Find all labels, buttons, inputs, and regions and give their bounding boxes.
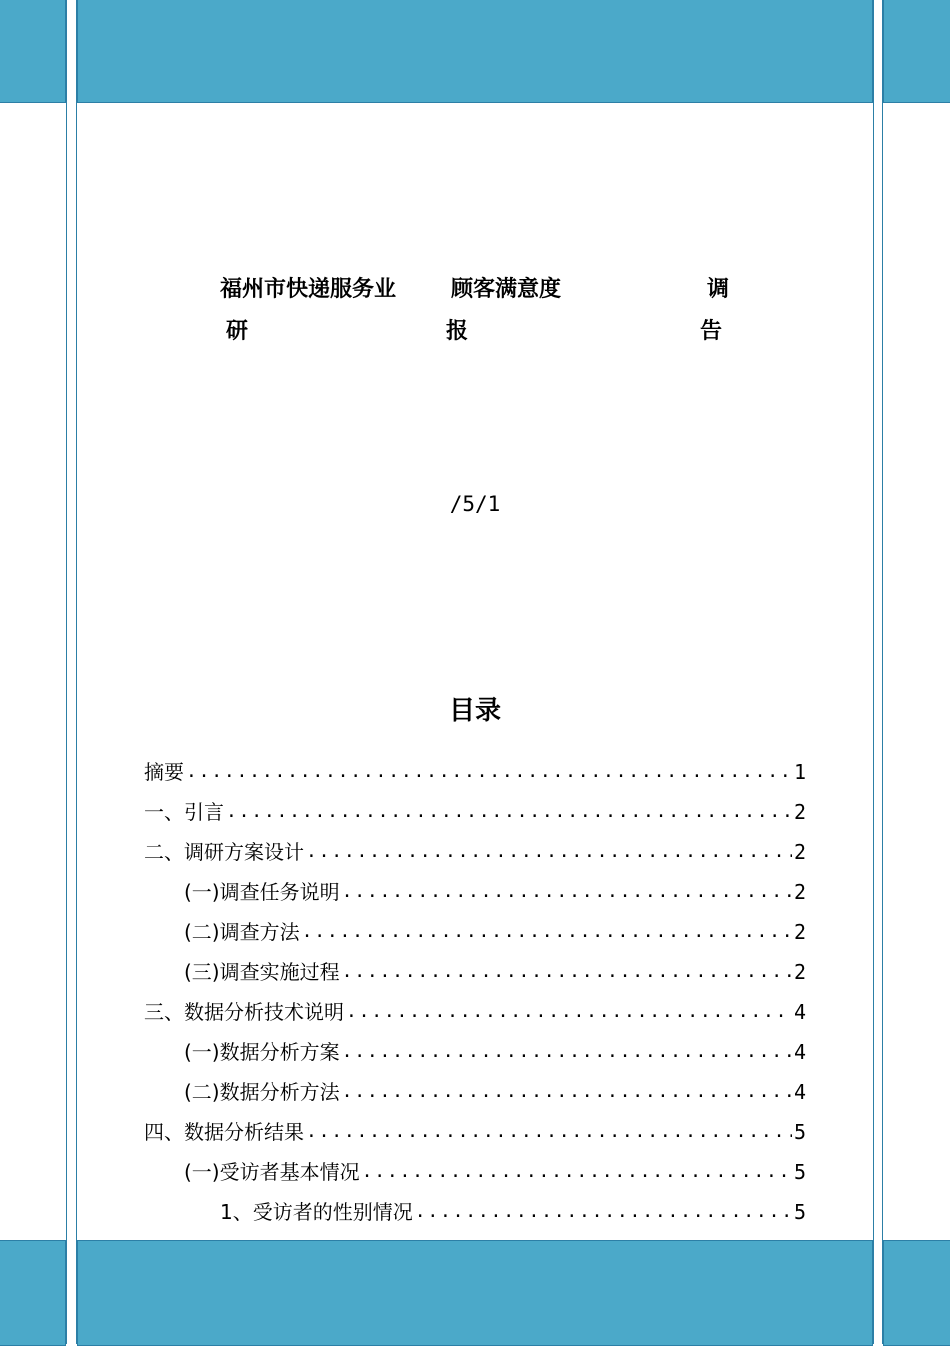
toc-entry-page: 2	[793, 840, 806, 864]
toc-entry-label: (一)数据分析方案	[184, 1040, 340, 1064]
toc-entry-page: 1	[793, 760, 806, 784]
toc-entry-label: 二、调研方案设计	[144, 840, 304, 864]
toc-heading: 目录	[448, 696, 501, 726]
frame-line-right-inner	[873, 0, 874, 1344]
toc-leader-dots	[186, 758, 792, 786]
toc-entry-page: 4	[793, 1080, 806, 1104]
toc-entry-label: (二)数据分析方法	[184, 1080, 340, 1104]
toc-entry-page: 2	[793, 800, 806, 824]
footer-band-center	[77, 1240, 873, 1346]
title-line1-part3: 调	[707, 277, 730, 302]
toc-entry[interactable]	[144, 826, 806, 866]
toc-entry-page: 5	[793, 1120, 806, 1144]
toc-entry-label: (一)调查任务说明	[184, 880, 340, 904]
toc-entry-label: 四、数据分析结果	[144, 1120, 304, 1144]
toc-entry[interactable]	[144, 1106, 806, 1146]
document-date: /5/1	[449, 492, 501, 516]
toc-entry[interactable]	[184, 866, 806, 906]
toc-entry-page: 4	[793, 1000, 806, 1024]
frame-line-left-inner	[76, 0, 77, 1344]
toc-leader-dots	[415, 1198, 792, 1226]
toc-entry[interactable]	[144, 746, 806, 786]
toc-entry[interactable]	[220, 1186, 806, 1226]
toc-entry[interactable]	[144, 986, 806, 1026]
toc-entry-label: (二)调查方法	[184, 920, 300, 944]
header-band-center	[77, 0, 873, 103]
header-band-right	[883, 0, 950, 103]
frame-line-left-outer	[66, 0, 67, 1344]
toc-leader-dots	[306, 1118, 792, 1146]
toc-entry[interactable]	[184, 946, 806, 986]
title-line1-part1: 福州市快递服务业	[220, 277, 397, 302]
toc-entry-page: 2	[793, 880, 806, 904]
toc-leader-dots	[362, 1158, 792, 1186]
toc-entry-label: 一、引言	[144, 800, 224, 824]
title-line2-part1: 研	[226, 319, 249, 344]
title-line2-part2: 报	[446, 319, 469, 344]
toc-leader-dots	[342, 1038, 792, 1066]
toc-entry-label: 1、受访者的性别情况	[220, 1200, 413, 1224]
footer-band-right	[883, 1240, 950, 1346]
toc-entry[interactable]	[184, 1146, 806, 1186]
toc-leader-dots	[306, 838, 792, 866]
toc-entry-page: 4	[793, 1040, 806, 1064]
title-line1-part2: 顾客满意度	[451, 277, 562, 302]
toc-leader-dots	[302, 918, 792, 946]
toc-leader-dots	[226, 798, 792, 826]
toc-entry-label: 三、数据分析技术说明	[144, 1000, 344, 1024]
toc-leader-dots	[342, 1078, 792, 1106]
toc-entry[interactable]	[184, 1026, 806, 1066]
toc-leader-dots	[342, 958, 792, 986]
toc-leader-dots	[342, 878, 792, 906]
toc-entry-page: 2	[793, 960, 806, 984]
toc-entry[interactable]	[144, 786, 806, 826]
toc-entry-page: 5	[793, 1160, 806, 1184]
header-band-left	[0, 0, 66, 103]
toc-entry[interactable]	[184, 1066, 806, 1106]
toc-entry-page: 2	[793, 920, 806, 944]
frame-line-right-outer	[882, 0, 883, 1344]
toc-leader-dots	[346, 998, 792, 1026]
toc-entry-page: 5	[793, 1200, 806, 1224]
toc-entry-label: (一)受访者基本情况	[184, 1160, 360, 1184]
title-line2-part3: 告	[700, 319, 723, 344]
toc-entry-label: 摘要	[144, 760, 184, 784]
toc-entry-label: (三)调查实施过程	[184, 960, 340, 984]
toc-entry[interactable]	[184, 906, 806, 946]
footer-band-left	[0, 1240, 66, 1346]
